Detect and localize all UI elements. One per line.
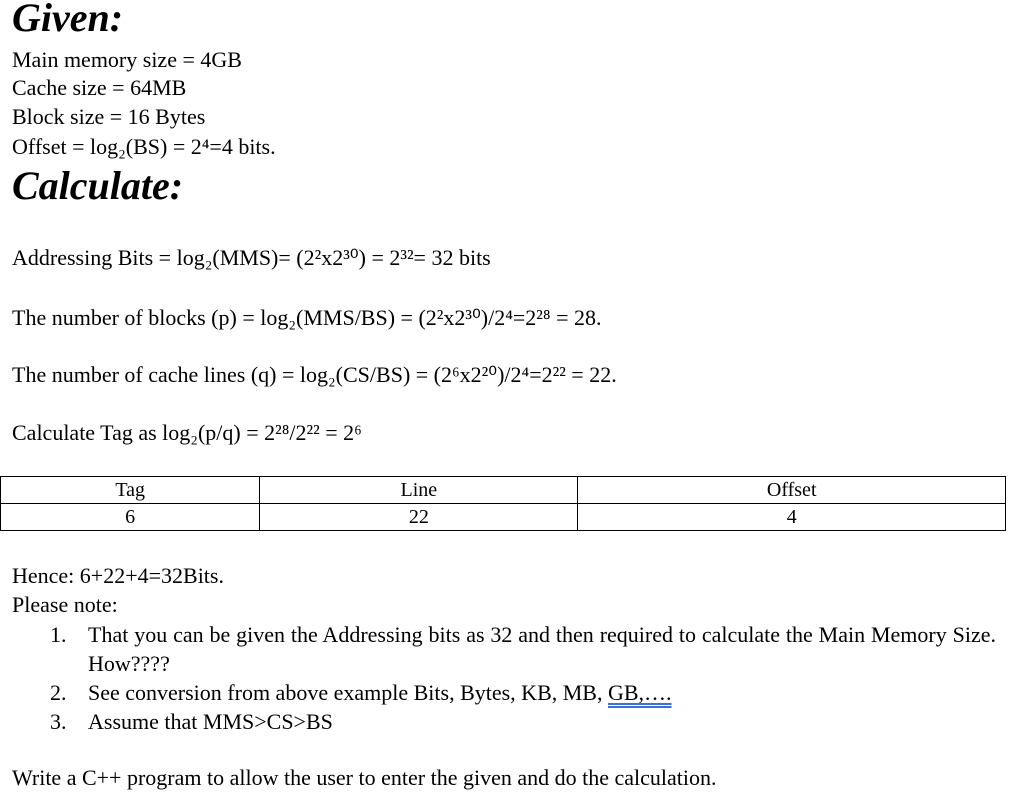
header-offset: Offset	[578, 477, 1006, 504]
list-text: Assume that MMS>CS>BS	[88, 709, 333, 734]
given-heading: Given:	[12, 0, 124, 40]
list-number: 1.	[50, 622, 67, 647]
addressing-bits-line: Addressing Bits = log₂(MMS)= (2²x2³⁰) = 2³²= 32 bits	[12, 245, 491, 270]
list-number: 3.	[50, 709, 67, 734]
address-breakdown-table	[0, 476, 1006, 531]
table-row	[1, 504, 1006, 531]
blocks-line: The number of blocks (p) = log₂(MMS/BS) = (2²x2³⁰)/2⁴=2²⁸ = 28.	[12, 305, 602, 330]
value-offset: 4	[578, 504, 1006, 531]
value-line: 22	[260, 504, 578, 531]
given-main-memory: Main memory size = 4GB	[12, 47, 242, 72]
header-tag: Tag	[1, 477, 260, 504]
value-tag: 6	[1, 504, 260, 531]
list-text-wrap	[88, 678, 996, 707]
given-offset: Offset = log₂(BS) = 2⁴=4 bits.	[12, 134, 276, 159]
given-cache-size: Cache size = 64MB	[12, 75, 187, 100]
list-number: 2.	[50, 680, 67, 705]
list-text: See conversion from above example Bits, Bytes, KB, MB,	[88, 680, 608, 705]
calculate-heading: Calculate:	[12, 163, 184, 208]
list-text: That you can be given the Addressing bits as 32 and then required to calculate the Main Memory Size. How????	[88, 622, 996, 676]
hence-line: Hence: 6+22+4=32Bits.	[12, 563, 224, 588]
task-line: Write a C++ program to allow the user to enter the given and do the calculation.	[12, 765, 717, 790]
cache-lines-line: The number of cache lines (q) = log₂(CS/BS) = (2⁶x2²⁰)/2⁴=2²² = 22.	[12, 362, 617, 387]
spellcheck-flagged-text[interactable]: GB,….	[607, 680, 672, 705]
tag-line: Calculate Tag as log₂(p/q) = 2²⁸/2²² = 2⁶	[12, 420, 362, 445]
please-note-label: Please note:	[12, 592, 118, 617]
given-block-size: Block size = 16 Bytes	[12, 104, 206, 129]
header-line: Line	[260, 477, 578, 504]
table-header-row	[1, 477, 1006, 504]
